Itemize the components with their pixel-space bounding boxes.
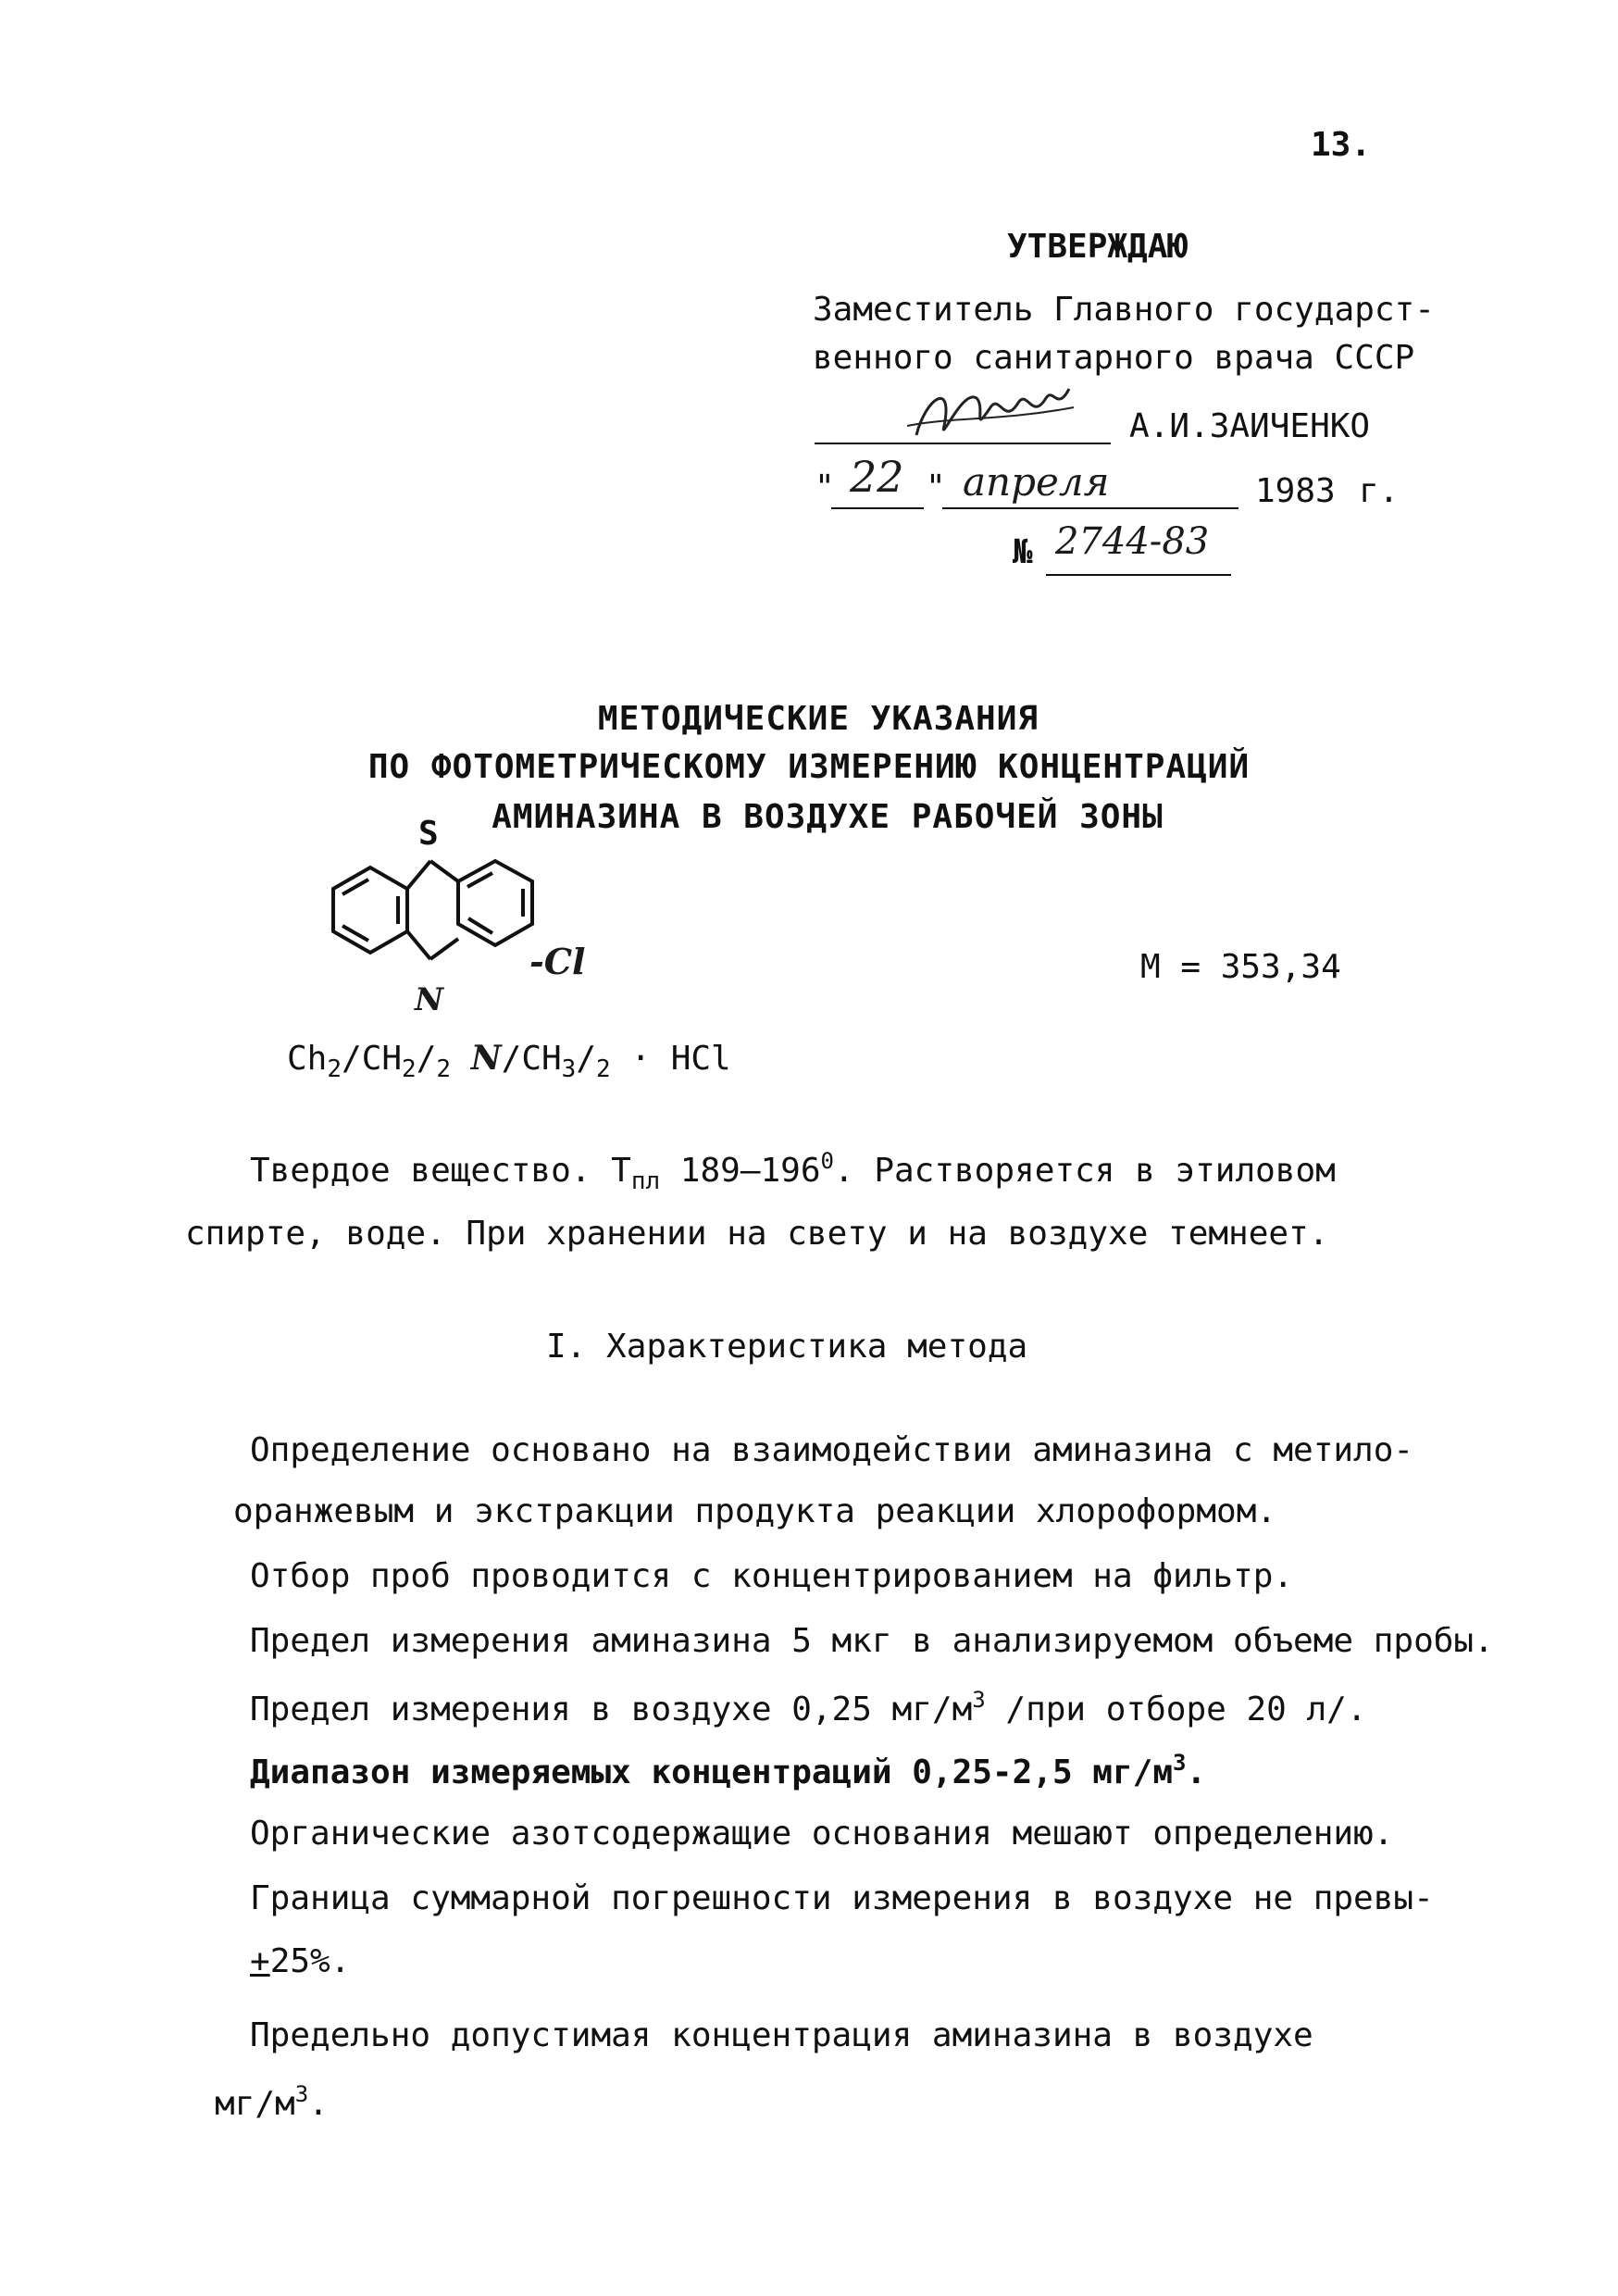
approval-position-line2: венного санитарного врача СССР	[813, 339, 1415, 377]
section1-heading: I. Характеристика метода	[546, 1328, 1028, 1366]
section1-p7: Граница суммарной погрешности измерения в воздухе не превы-	[250, 1879, 1434, 1917]
approval-heading: УТВЕРЖДАЮ	[1007, 228, 1189, 266]
title-line2: ПО ФОТОМЕТРИЧЕСКОМУ ИЗМЕРЕНИЮ КОНЦЕНТРАЦИЙ	[367, 748, 1251, 786]
date-quote-close: "	[926, 468, 946, 506]
number-line	[1046, 574, 1231, 576]
number-sign: №	[1013, 533, 1033, 571]
section1-p9: Предельно допустимая концентрация аминазина в воздухе	[250, 2016, 1313, 2054]
approval-signer: А.И.ЗАИЧЕНКО	[1129, 407, 1371, 445]
section1-p1-line1: Определение основано на взаимодействии аминазина с метило-	[250, 1431, 1414, 1469]
date-month: апреля	[963, 459, 1110, 505]
signature-line	[815, 443, 1111, 444]
section1-p1-line2: оранжевым и экстракции продукта реакции хлороформом.	[233, 1492, 1277, 1530]
properties-line2: спирте, воде. При хранении на свету и на воздухе темнеет.	[185, 1215, 1329, 1253]
title-line1: МЕТОДИЧЕСКИЕ УКАЗАНИЯ	[597, 700, 1039, 738]
section1-p5: Диапазон измеряемых концентраций 0,25-2,5 $мг/м^3$.	[250, 1750, 1207, 1791]
formula-nitrogen: N	[415, 981, 444, 1018]
section1-p3: Предел измерения аминазина 5 мкг в анализируемом объеме пробы.	[250, 1622, 1494, 1660]
title-line3: АМИНАЗИНА В ВОЗДУХЕ РАБОЧЕЙ ЗОНЫ	[492, 798, 1164, 836]
date-suffix: г.	[1359, 472, 1400, 510]
formula-sulfur: S	[418, 815, 439, 853]
section1-p2: Отбор проб проводится с концентрированием на фильтр.	[250, 1557, 1294, 1595]
date-quote-open: "	[815, 468, 835, 506]
section1-p8: +25%.	[250, 1942, 351, 1980]
formula-chlorine: -Cl	[529, 941, 586, 982]
date-day: 22	[850, 452, 904, 502]
properties-line1: Твердое вещество. $Т_{пл}$ $189-196^0$. Растворяется в этиловом	[250, 1148, 1336, 1195]
section1-p4: Предел измерения в воздухе 0,25 $мг/м^3$ /при отборе 20 л/.	[250, 1687, 1367, 1728]
number-value: 2744-83	[1055, 520, 1210, 563]
date-day-line	[831, 507, 924, 509]
approval-position-line1: Заместитель Главного государст-	[813, 291, 1435, 329]
date-year: 1983	[1255, 472, 1336, 510]
date-month-line	[942, 507, 1238, 509]
signature	[815, 370, 1129, 454]
molar-mass: M = 353,34	[1140, 948, 1341, 986]
section1-p10: $мг/м^3$.	[215, 2081, 329, 2123]
page-number: 13.	[1311, 126, 1372, 164]
chemical-structure-diagram	[287, 824, 620, 1046]
formula-side-chain: $Ch_2/CH_2/_2$ $N/CH_3/_2$ · HCl	[287, 1039, 731, 1083]
section1-p6: Органические азотсодержащие основания мешают определению.	[250, 1815, 1394, 1853]
